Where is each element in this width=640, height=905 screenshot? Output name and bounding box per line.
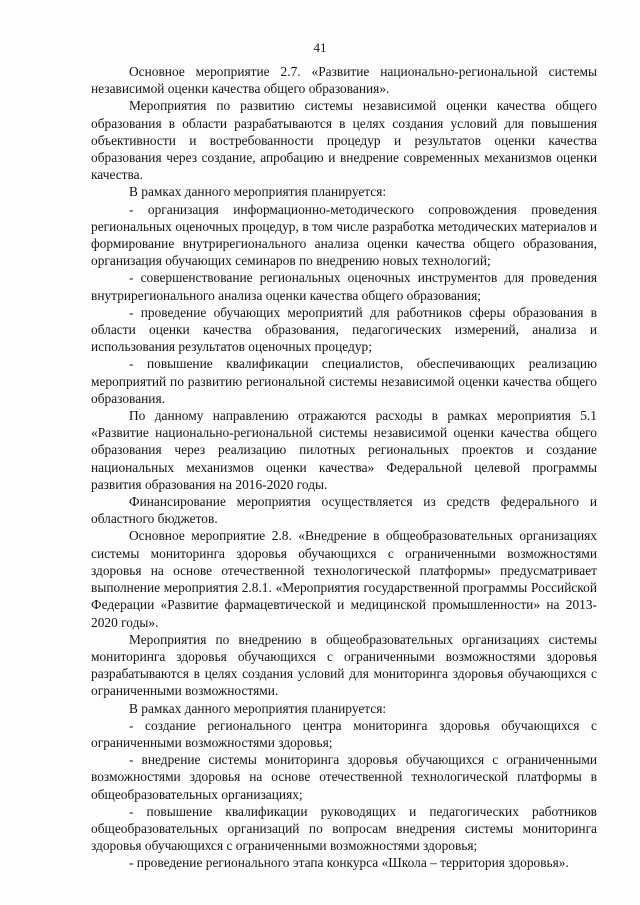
list-item: - внедрение системы мониторинга здоровья обучающихся с ограниченными возможностями здоровья на основе отечественной технологической платформы в общеобразовательных организациях; — [91, 752, 597, 802]
paragraph-purpose-2-8: Мероприятия по внедрению в общеобразовательных организациях системы мониторинга здоровья обучающихся с ограниченными возможностями здоровья разрабатываются в целях создания условий для мониторинга здоровья обучающихся с ограниченными возможностями. — [91, 631, 597, 699]
list-item: - проведение регионального этапа конкурса «Школа – территория здоровья». — [129, 855, 569, 871]
paragraph-purpose-2-7: Мероприятия по развитию системы независимой оценки качества общего образования в области разрабатываются в целях создания условий для повышения объективности и востребованности процедур и результатов оценки качества образования через создание, апробацию и внедрение современных механизмов оценки качества. — [91, 98, 597, 183]
list-item: - повышение квалификации руководящих и педагогических работников общеобразовательных организаций по вопросам внедрения системы мониторинга здоровья обучающихся с ограниченными возможностями здоровья; — [91, 803, 597, 854]
paragraph-heading-2-7: Основное мероприятие 2.7. «Развитие национально-региональной системы независимой оценки качества общего образования». — [91, 64, 597, 97]
paragraph-expenses: По данному направлению отражаются расходы в рамках мероприятия 5.1 «Развитие национально-региональной системы независимой оценки качества общего образования через реализацию пилотных региональных проектов и создание национальных механизмов оценки качества» Федеральной целевой программы развития образования на 2016-2020 годы. — [91, 408, 597, 492]
paragraph-heading-2-8: Основное мероприятие 2.8. «Внедрение в общеобразовательных организациях системы мониторинга здоровья обучающихся с ограниченными возможностями здоровья на основе отечественной технологической платформы» предусматривает выполнение мероприятия 2.8.1. «Мероприятия государственной программы Российской Федерации «Развитие фармацевтической и медицинской промышленности» на 2013-2020 годы». — [91, 528, 597, 630]
document-body — [91, 63, 597, 872]
page-number: 41 — [313, 40, 327, 55]
list-item: - совершенствование региональных оценочных инструментов для проведения внутрирегионального анализа оценки качества общего образования; — [91, 270, 597, 303]
paragraph-financing: Финансирование мероприятия осуществляется из средств федерального и областного бюджетов. — [91, 494, 597, 527]
list-item: - повышение квалификации специалистов, обеспечивающих реализацию мероприятий по развитию региональной системы независимой оценки качества общего образования. — [91, 356, 597, 406]
list-item: - проведение обучающих мероприятий для работников сферы образования в области оценки качества образования, педагогических измерений, анализа и использования результатов оценочных процедур; — [91, 304, 597, 355]
paragraph-planned-intro: В рамках данного мероприятия планируется: — [129, 184, 387, 200]
paragraph-planned-intro: В рамках данного мероприятия планируется: — [129, 700, 387, 716]
list-item: - организация информационно-методического сопровождения проведения региональных оценочных процедур, в том числе разработка методических материалов и формирование внутрирегионального анализа оценки качества общего образования, организация обучающих семинаров по внедрению новых технологий; — [91, 201, 597, 269]
list-item: - создание регионального центра мониторинга здоровья обучающихся с ограниченными возможностями здоровья; — [91, 717, 597, 750]
